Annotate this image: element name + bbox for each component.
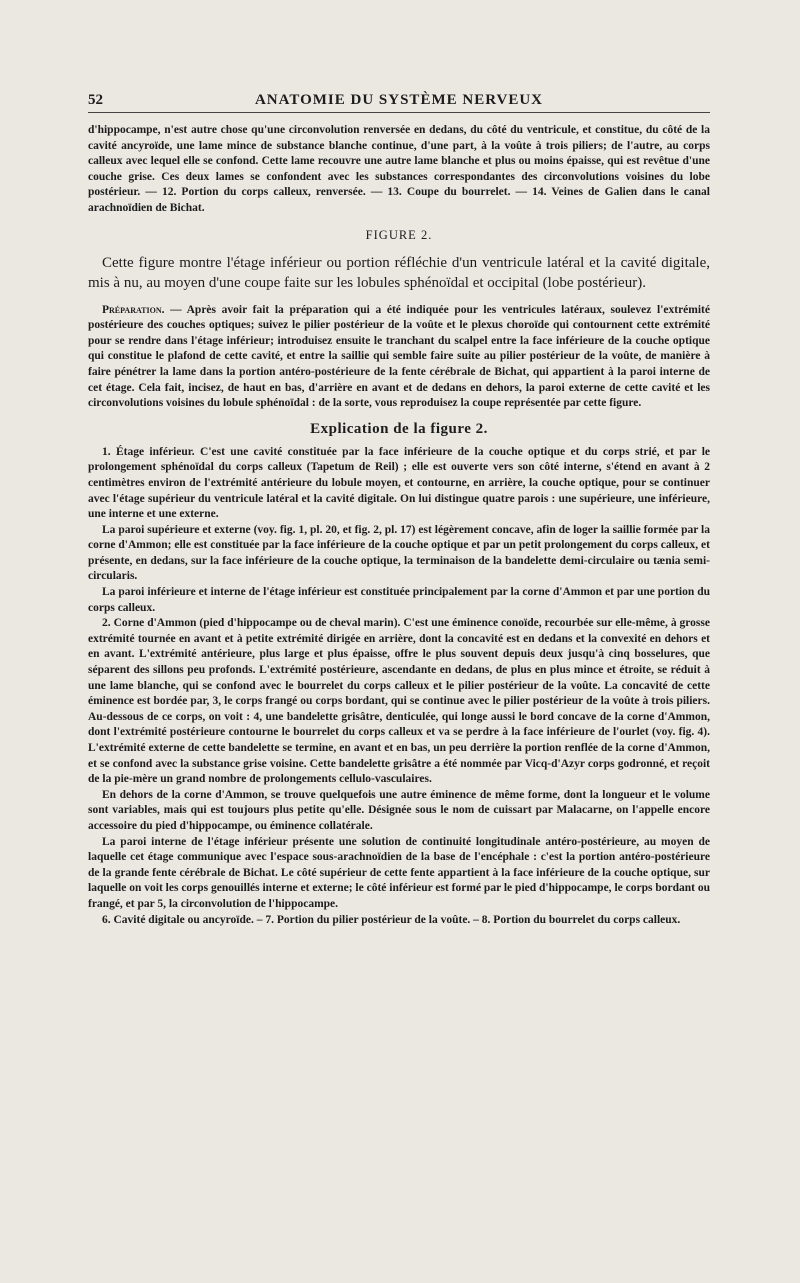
page-number: 52 <box>88 92 103 108</box>
explication-paragraph: 2. Corne d'Ammon (pied d'hippocampe ou de cheval marin). C'est une éminence conoïde, recourbée sur elle-même, à grosse extrémité tournée en avant et à petite extrémité dirigée en arrière, dont la concavité est en dedans et la convexité en dehors et en avant. L'extrémité antérieure, plus large et plus épaisse, offre le plus souvent depuis deux jusqu'à cinq bosselures, que séparent des sillons peu profonds. L'extrémité postérieure, ascendante en dedans, de plus en plus mince et étroite, se réduit à une lame blanche, qui se confond avec le bourrelet du corps calleux et le pilier postérieur de la voûte. La concavité de cette éminence est bordée par, 3, le corps frangé ou corps bordant, qui se continue avec le pilier postérieur de la voûte à trois piliers. Au-dessous de ce corps, on voit : 4, une bandelette grisâtre, denticulée, qui longe aussi le bord concave de la corne d'Ammon, dont l'extrémité postérieure contourne le bourrelet du corps calleux et va se perdre à la face inférieure de l'ourlet (voy. fig. 4). L'extrémité externe de cette bandelette se termine, en avant et en bas, un peu derrière la portion renflée de la corne d'Ammon, et se confond avec la substance grise voisine. Cette bandelette grisâtre a été nommée par Vicq-d'Azyr corps godronné, et reçoit de la pie-mère un grand nombre de prolongements cellulo-vasculaires. <box>88 617 710 786</box>
explication-paragraph: En dehors de la corne d'Ammon, se trouve quelquefois une autre éminence de même forme, dont la longueur et le volume sont variables, mais qui est toujours plus petite qu'elle. Désignée sous le nom de cuissart par Malacarne, on l'appelle encore accessoire du pied d'hippocampe, ou éminence collatérale. <box>88 788 710 832</box>
figure-lead: Cette figure montre l'étage inférieur ou portion réfléchie d'un ventricule latéral et la cavité digitale, mis à nu, au moyen d'une coupe faite sur les lobules sphénoïdal et occipital (lobe postérieur). <box>88 254 710 291</box>
explication-heading: Explication de la figure 2. <box>310 420 488 437</box>
figure-heading: FIGURE 2. <box>365 227 433 242</box>
preparation-label: Préparation. <box>102 303 165 316</box>
explication-paragraph: La paroi supérieure et externe (voy. fig. 1, pl. 20, et fig. 2, pl. 17) est légèrement concave, afin de loger la saillie formée par la corne d'Ammon; elle est constituée par la face inférieure de la couche optique et par un petit prolongement du corps calleux, et présente, en dedans, sur la face inférieure de la couche optique, la terminaison de la bandelette demi-circulaire ou tænia semi-circularis. <box>88 523 710 583</box>
explication-paragraph: La paroi inférieure et interne de l'étage inférieur est constituée principalement par la corne d'Ammon et par une portion du corps calleux. <box>88 586 710 614</box>
header-rule <box>88 112 710 113</box>
preparation-text: — Après avoir fait la préparation qui a été indiquée pour les ventricules latéraux, soulevez l'extrémité postérieure des couches optiques; suivez le pilier postérieur de la voûte et le plexus choroïde qui contournent cette extrémité pour se rendre dans l'étage inférieur; introduisez ensuite le tranchant du scalpel entre la face inférieure de la couche optique qui constitue le plafond de cette cavité, et entre la saillie qui semble faire suite au pilier postérieur de la voûte, de manière à faire pénétrer la lame dans la portion antéro-postérieure de la fente cérébrale de Bichat, qui appartient à la paroi interne de cet étage. Cela fait, incisez, de haut en bas, d'arrière en avant et de dedans en dehors, la paroi externe de cette cavité et les circonvolutions voisines du lobule sphénoïdal : de la sorte, vous reproduisez la coupe représentée par cette figure. <box>88 303 710 410</box>
explication-paragraph: La paroi interne de l'étage inférieur présente une solution de continuité longitudinale antéro-postérieure, au moyen de laquelle cet étage communique avec l'espace sous-arachnoïdien de la base de l'encéphale : c'est la portion antéro-postérieure de la grande fente cérébrale de Bichat. Le côté supérieur de cette fente appartient à la face inférieure de la couche optique, sur laquelle on voit les corps genouillés interne et externe; le côté inférieur est formé par le pied d'hippocampe, le corps bordant ou frangé, et par 5, la circonvolution de l'hippocampe. <box>88 835 710 910</box>
page-header <box>88 92 710 116</box>
explication-paragraph: 1. Étage inférieur. C'est une cavité constituée par la face inférieure de la couche optique et du corps strié, et par le prolongement sphénoïdal du corps calleux (Tapetum de Reil) ; elle est ouverte vers son côté interne, s'étend en avant à 2 centimètres environ de l'extrémité antérieure du lobule moyen, et contourne, en arrière, la couche optique, pour se continuer avec l'étage supérieur du ventricule latéral et la cavité digitale. On lui distingue quatre parois : une supérieure, une inférieure, une interne et une externe. <box>88 445 710 521</box>
running-title: ANATOMIE DU SYSTÈME NERVEUX <box>254 92 544 108</box>
explication-paragraph: 6. Cavité digitale ou ancyroïde. – 7. Portion du pilier postérieur de la voûte. – 8. Portion du bourrelet du corps calleux. <box>102 913 681 926</box>
page-body <box>88 123 710 928</box>
preparation-paragraph <box>88 303 710 412</box>
intro-paragraph: d'hippocampe, n'est autre chose qu'une circonvolution renversée en dedans, du côté du ventricule, et constitue, du côté de la cavité ancyroïde, une lame mince de substance blanche continue, d'une part, à la voûte à trois piliers; de l'autre, au corps calleux avec lequel elle se confond. Cette lame recouvre une autre lame blanche et plus ou moins épaisse, qui est revêtue d'une couche grise. Ces deux lames se confondent avec les substances correspondantes des circonvolutions voisines du lobe postérieur. — 12. Portion du corps calleux, renversée. — 13. Coupe du bourrelet. — 14. Veines de Galien dans le canal arachnoïdien de Bichat. <box>88 124 710 214</box>
